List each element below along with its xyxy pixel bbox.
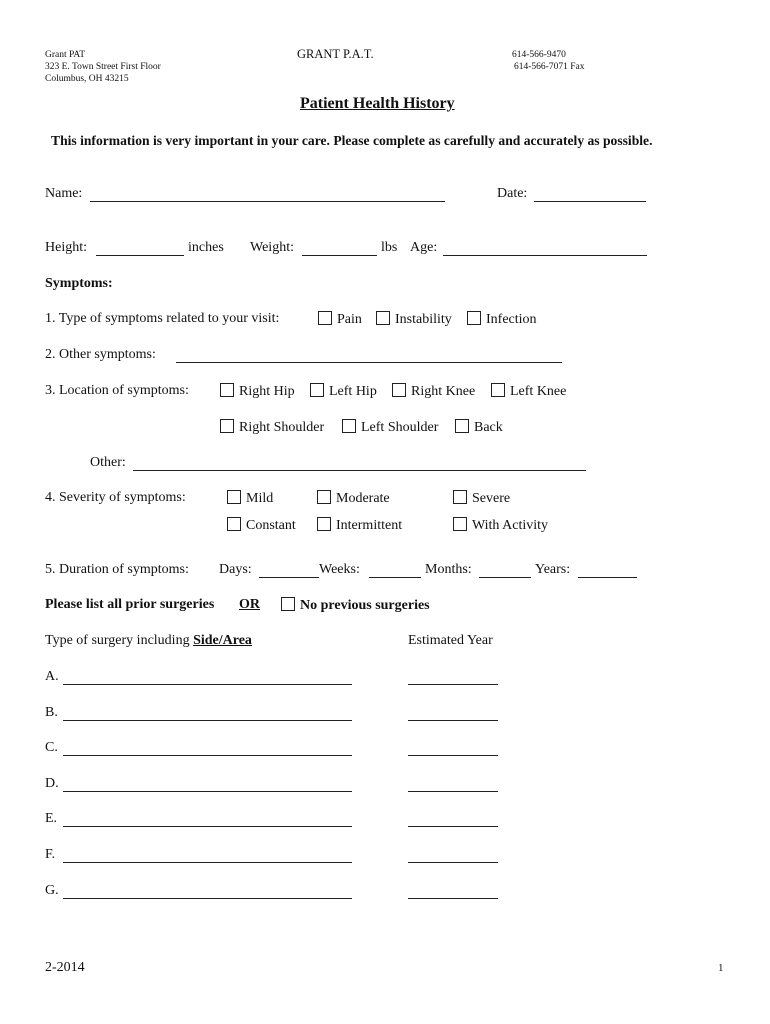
q4-option-moderate[interactable]: Moderate bbox=[317, 490, 390, 507]
surgery-year-field[interactable] bbox=[408, 898, 498, 899]
q3-option-left-shoulder[interactable]: Left Shoulder bbox=[342, 419, 438, 436]
weight-field[interactable] bbox=[302, 255, 377, 256]
q3-option-back[interactable]: Back bbox=[455, 419, 503, 436]
revision-date: 2-2014 bbox=[45, 960, 85, 975]
height-label: Height: bbox=[45, 240, 87, 255]
page-number: 1 bbox=[718, 962, 724, 974]
checkbox[interactable] bbox=[310, 383, 324, 397]
weeks-field[interactable] bbox=[369, 577, 421, 578]
center-title: GRANT P.A.T. bbox=[297, 47, 374, 61]
checkbox[interactable] bbox=[392, 383, 406, 397]
checkbox[interactable] bbox=[467, 311, 481, 325]
checkbox[interactable] bbox=[453, 490, 467, 504]
address-line1: 323 E. Town Street First Floor bbox=[45, 62, 161, 72]
q2-label: 2. Other symptoms: bbox=[45, 347, 156, 362]
surgery-type-field[interactable] bbox=[63, 826, 352, 827]
checkbox[interactable] bbox=[317, 490, 331, 504]
surgery-year-field[interactable] bbox=[408, 826, 498, 827]
q1-label: 1. Type of symptoms related to your visit: bbox=[45, 311, 280, 326]
q1-option-infection[interactable]: Infection bbox=[467, 311, 537, 328]
checkbox[interactable] bbox=[227, 517, 241, 531]
symptoms-heading: Symptoms: bbox=[45, 276, 113, 291]
surgery-type-field[interactable] bbox=[63, 791, 352, 792]
surgery-row-label: D. bbox=[45, 775, 59, 791]
checkbox[interactable] bbox=[318, 311, 332, 325]
fax: 614-566-7071 Fax bbox=[514, 62, 585, 72]
checkbox[interactable] bbox=[455, 419, 469, 433]
surgery-row-label: E. bbox=[45, 811, 58, 827]
age-field[interactable] bbox=[443, 255, 647, 256]
q3-other-field[interactable] bbox=[133, 470, 586, 471]
q4-option-constant[interactable]: Constant bbox=[227, 517, 296, 534]
age-label: Age: bbox=[410, 240, 438, 255]
surgery-year-field[interactable] bbox=[408, 684, 498, 685]
q4-option-mild[interactable]: Mild bbox=[227, 490, 273, 507]
years-label: Years: bbox=[535, 562, 571, 577]
surgery-type-field[interactable] bbox=[63, 862, 352, 863]
q3-option-right-hip[interactable]: Right Hip bbox=[220, 383, 295, 400]
q5-label: 5. Duration of symptoms: bbox=[45, 562, 189, 577]
surgery-type-field[interactable] bbox=[63, 720, 352, 721]
days-label: Days: bbox=[219, 562, 252, 577]
other-symptoms-field[interactable] bbox=[176, 362, 562, 363]
q1-option-instability[interactable]: Instability bbox=[376, 311, 452, 328]
checkbox[interactable] bbox=[227, 490, 241, 504]
q3-option-left-hip[interactable]: Left Hip bbox=[310, 383, 377, 400]
surgery-row-label: A. bbox=[45, 669, 59, 684]
no-previous-surgeries-option[interactable]: No previous surgeries bbox=[281, 597, 430, 614]
surgery-type-field[interactable] bbox=[63, 755, 352, 756]
q4-label: 4. Severity of symptoms: bbox=[45, 490, 186, 505]
q3-option-right-knee[interactable]: Right Knee bbox=[392, 383, 475, 400]
intro-text: This information is very important in your care. Please complete as carefully and accurately as possible. bbox=[51, 133, 653, 148]
months-label: Months: bbox=[425, 562, 472, 577]
surgery-type-field[interactable] bbox=[63, 898, 352, 899]
date-field[interactable] bbox=[534, 201, 646, 202]
q1-option-pain[interactable]: Pain bbox=[318, 311, 362, 328]
lbs-label: lbs bbox=[381, 240, 398, 255]
surgery-year-field[interactable] bbox=[408, 755, 498, 756]
surgeries-or: OR bbox=[239, 597, 260, 612]
q3-option-right-shoulder[interactable]: Right Shoulder bbox=[220, 419, 324, 436]
address-line2: Columbus, OH 43215 bbox=[45, 74, 129, 84]
checkbox[interactable] bbox=[281, 597, 295, 611]
surgery-row-label: B. bbox=[45, 704, 58, 720]
checkbox[interactable] bbox=[220, 419, 234, 433]
height-field[interactable] bbox=[96, 255, 184, 256]
name-field[interactable] bbox=[90, 201, 445, 202]
surgery-row-label: C. bbox=[45, 740, 58, 756]
surgeries-prompt: Please list all prior surgeries bbox=[45, 597, 215, 612]
checkbox[interactable] bbox=[376, 311, 390, 325]
phone: 614-566-9470 bbox=[512, 50, 566, 60]
surgery-year-field[interactable] bbox=[408, 862, 498, 863]
weeks-label: Weeks: bbox=[319, 562, 360, 577]
years-field[interactable] bbox=[578, 577, 637, 578]
org-name: Grant PAT bbox=[45, 50, 86, 60]
surgery-row-label: F. bbox=[45, 847, 56, 862]
name-label: Name: bbox=[45, 186, 83, 201]
surgery-year-field[interactable] bbox=[408, 720, 498, 721]
checkbox[interactable] bbox=[220, 383, 234, 397]
q4-option-severe[interactable]: Severe bbox=[453, 490, 510, 507]
months-field[interactable] bbox=[479, 577, 531, 578]
q3-other-label: Other: bbox=[90, 455, 126, 470]
weight-label: Weight: bbox=[250, 240, 294, 255]
q3-option-left-knee[interactable]: Left Knee bbox=[491, 383, 566, 400]
inches-label: inches bbox=[188, 240, 224, 255]
q3-label: 3. Location of symptoms: bbox=[45, 383, 189, 398]
surgery-type-field[interactable] bbox=[63, 684, 352, 685]
date-label: Date: bbox=[497, 186, 528, 201]
surgery-row-label: G. bbox=[45, 882, 59, 898]
q4-option-intermittent[interactable]: Intermittent bbox=[317, 517, 402, 534]
days-field[interactable] bbox=[259, 577, 319, 578]
q4-option-with-activity[interactable]: With Activity bbox=[453, 517, 548, 534]
checkbox[interactable] bbox=[342, 419, 356, 433]
checkbox[interactable] bbox=[491, 383, 505, 397]
page-title: Patient Health History bbox=[300, 95, 455, 112]
estimated-year-header: Estimated Year bbox=[408, 633, 493, 648]
checkbox[interactable] bbox=[453, 517, 467, 531]
surgery-type-header: Type of surgery including Side/Area bbox=[45, 633, 252, 648]
checkbox[interactable] bbox=[317, 517, 331, 531]
surgery-year-field[interactable] bbox=[408, 791, 498, 792]
